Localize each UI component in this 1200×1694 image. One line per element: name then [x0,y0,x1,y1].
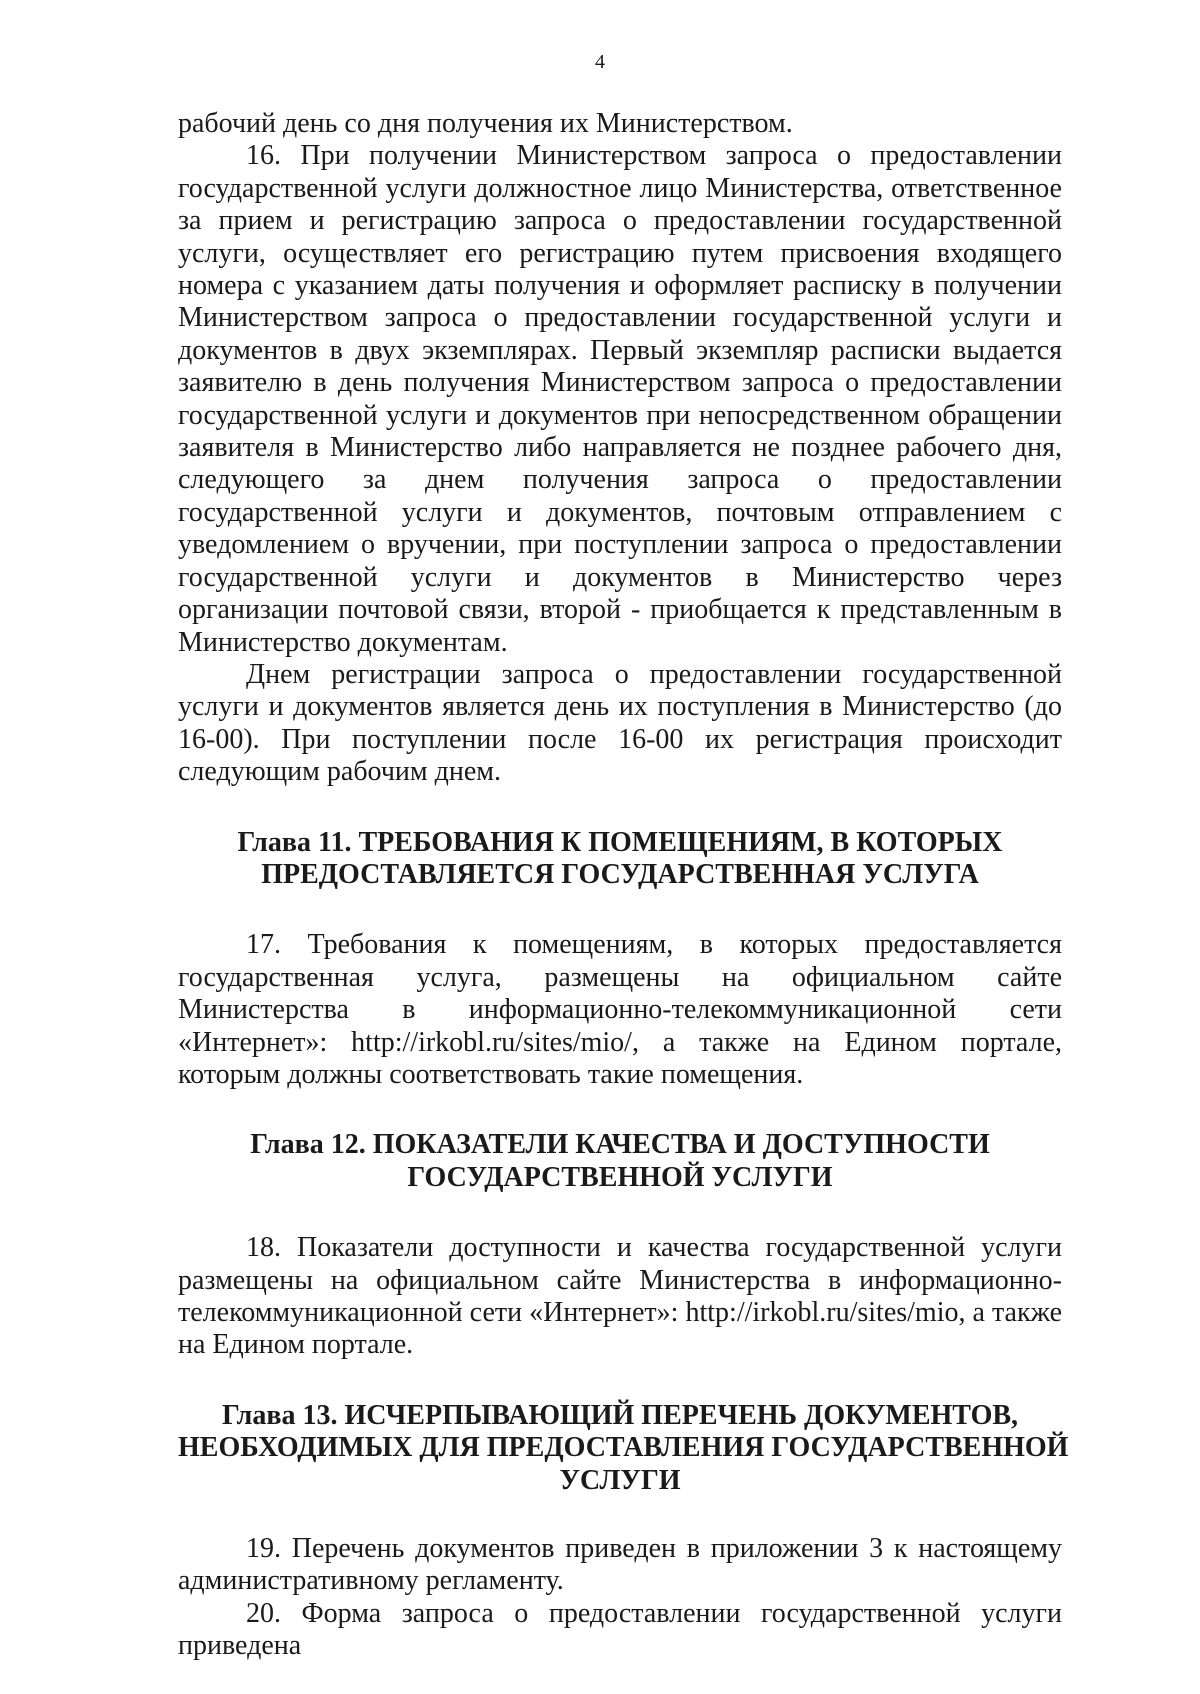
chapter-11-heading [178,827,1062,892]
paragraph-18: 18. Показатели доступности и качества государственной услуги размещены на официальном сайте Министерства в информационно-телекоммуникационной сети «Интернет»: http://irkobl.ru/sites/mio, а также на Едином портале. [178,1232,1062,1361]
chapter-12-heading [178,1129,1062,1194]
paragraph-19: 19. Перечень документов приведен в приложении 3 к настоящему административному регламенту. [178,1533,1062,1597]
paragraph-20: 20. Форма запроса о предоставлении государственной услуги приведена [178,1597,1062,1662]
chapter-13-heading-line-2: НЕОБХОДИМЫХ ДЛЯ ПРЕДОСТАВЛЕНИЯ ГОСУДАРСТВЕННОЙ [178,1432,1069,1464]
chapter-12-heading-line-1: Глава 12. ПОКАЗАТЕЛИ КАЧЕСТВА И ДОСТУПНОСТИ [250,1129,990,1161]
chapter-11-heading-line-2: ПРЕДОСТАВЛЯЕТСЯ ГОСУДАРСТВЕННАЯ УСЛУГА [261,858,979,890]
chapter-13-heading-line-3: УСЛУГИ [559,1464,681,1496]
page-number: 4 [595,51,605,73]
paragraph-16: 16. При получении Министерством запроса о предоставлении государственной услуги должностное лицо Министерства, ответственное за прием и регистрацию запроса о предоставлении государственной услуги, осуществляет его регистрацию путем присвоения входящего номера с указанием даты получения и оформляет расписку в получении Министерством запроса о предоставлении государственной услуги и документов в двух экземплярах. Первый экземпляр расписки выдается заявителю в день получения Министерством запроса о предоставлении государственной услуги и документов при непосредственном обращении заявителя в Министерство либо направляется не позднее рабочего дня, следующего за днем получения запроса о предоставлении государственной услуги и документов, почтовым отправлением с уведомлением о вручении, при поступлении запроса о предоставлении государственной услуги и документов в Министерство через организации почтовой связи, второй - приобщается к представленным в Министерство документам. [178,140,1062,658]
chapter-12-heading-line-2: ГОСУДАРСТВЕННОЙ УСЛУГИ [407,1161,833,1193]
paragraph-17: 17. Требования к помещениям, в которых предоставляется государственная услуга, размещены на официальном сайте Министерства в информационно-телекоммуникационной сети «Интернет»: http://irkobl.ru/sites/mio/, а также на Едином портале, которым должны соответствовать такие помещения. [178,929,1062,1090]
paragraph-16-registration-day: Днем регистрации запроса о предоставлении государственной услуги и документов является день их поступления в Министерство (до 16-00). При поступлении после 16-00 их регистрация происходит следующим рабочим днем. [178,658,1062,788]
chapter-13-heading [178,1399,1069,1497]
chapter-13-heading-line-1: Глава 13. ИСЧЕРПЫВАЮЩИЙ ПЕРЕЧЕНЬ ДОКУМЕНТОВ, [221,1399,1019,1431]
paragraph-continuation: рабочий день со дня получения их Министерством. [178,108,793,139]
document-body [178,108,1069,1663]
chapter-11-heading-line-1: Глава 11. ТРЕБОВАНИЯ К ПОМЕЩЕНИЯМ, В КОТОРЫХ [237,826,1003,858]
